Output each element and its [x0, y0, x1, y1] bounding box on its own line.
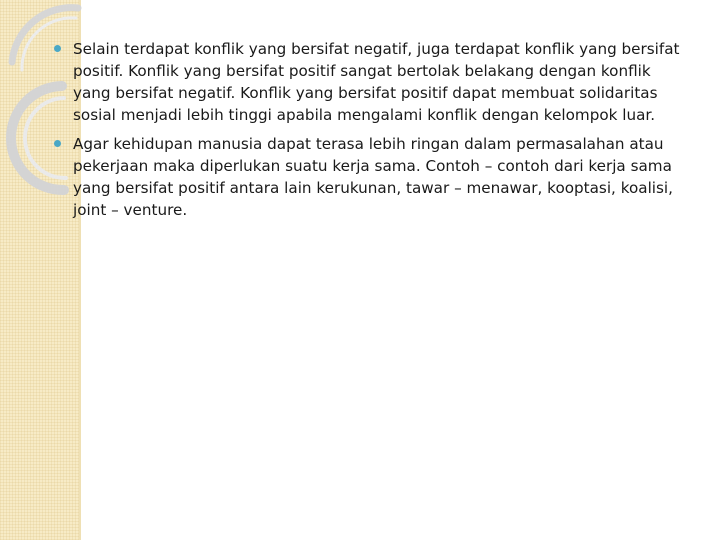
- bullet-dot-icon: [54, 45, 61, 52]
- bullet-item: [52, 133, 682, 221]
- bullet-text: Agar kehidupan manusia dapat terasa lebih ringan dalam permasalahan atau pekerjaan maka diperlukan suatu kerja sama. Contoh – contoh dari kerja sama yang bersifat positif antara lain kerukunan, tawar – menawar, kooptasi, koalisi, joint – venture.: [73, 135, 673, 219]
- bullet-text: Selain terdapat konflik yang bersifat negatif, juga terdapat konflik yang bersifat positif. Konflik yang bersifat positif sangat bertolak belakang dengan konflik yang bersifat negatif. Konflik yang bersifat positif dapat membuat solidaritas sosial menjadi lebih tinggi apabila mengalami konflik dengan kelompok luar.: [73, 40, 680, 124]
- bullet-dot-icon: [54, 140, 61, 147]
- slide-content: [52, 38, 682, 228]
- bullet-item: [52, 38, 682, 126]
- bullet-list: [52, 38, 682, 221]
